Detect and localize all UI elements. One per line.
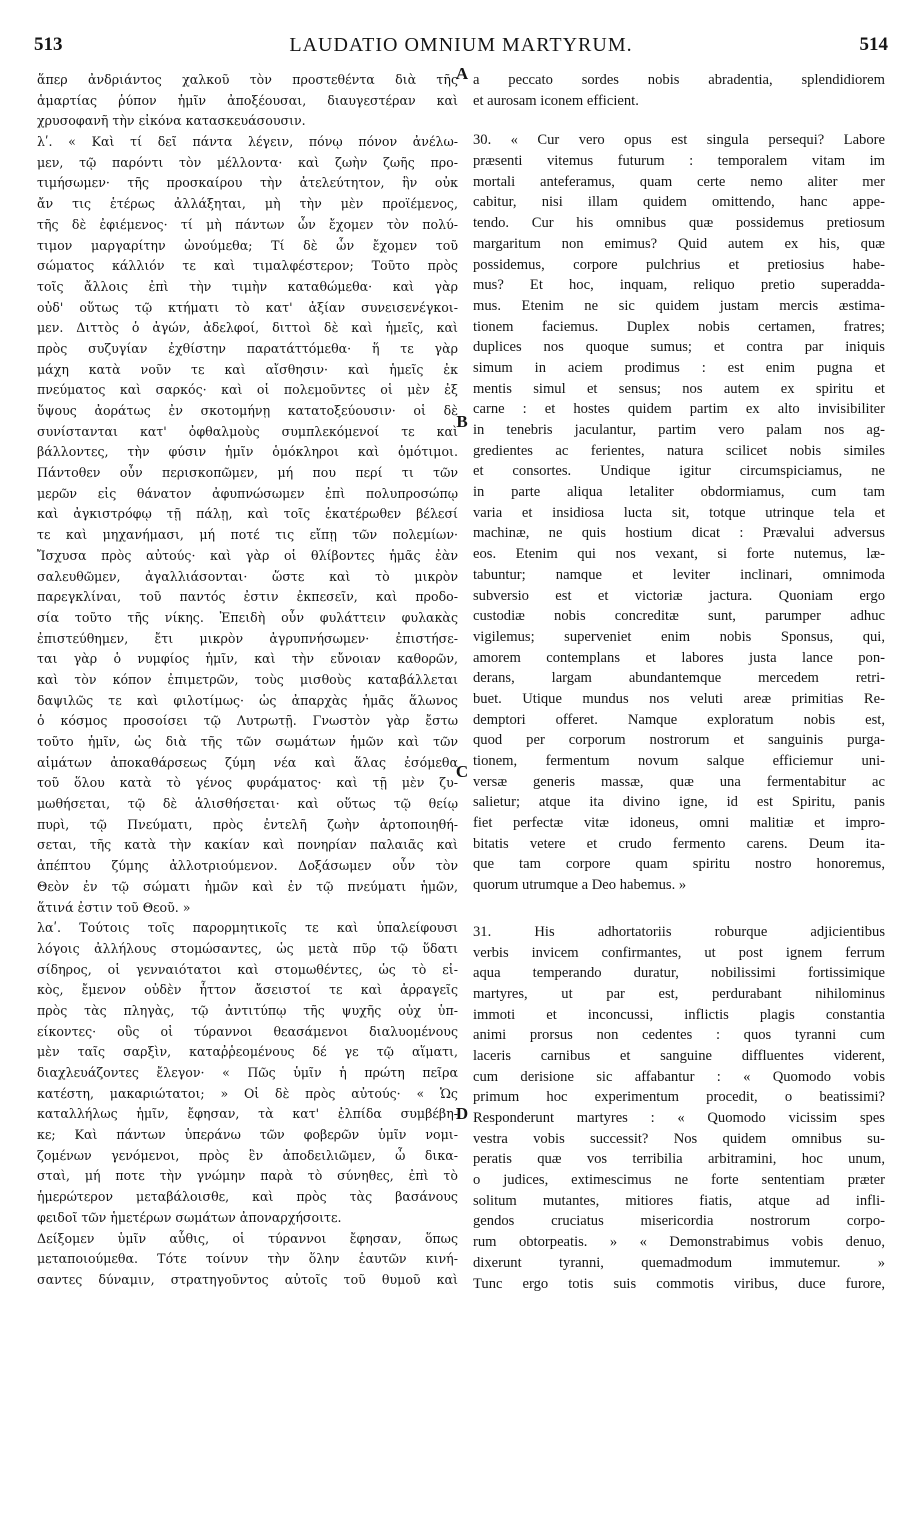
latin-text-line: buet. Utique mundus nos veluti areæ primitias Re-: [473, 690, 885, 707]
latin-text-line: tendo. Cur his omnibus quæ possidemus pretiosum: [473, 215, 885, 232]
latin-text-line: varia et insidiosa lucta sit, totque utrinque tela et: [473, 504, 885, 521]
latin-text-line: dixerunt tyranni, quemadmodum immutemur. »: [473, 1254, 885, 1271]
latin-text-line: vigilemus; superveniet enim nobis Sponsus, qui,: [473, 628, 885, 645]
greek-text-line: λαʹ. Τούτοις τοῖς παρορμητικοῖς τε καὶ ὑπαλείφουσι: [37, 920, 458, 936]
greek-text-line: σαντες δύναμιν, στρατηγοῦντος αὐτοῖς τοῦ θυμοῦ καὶ: [37, 1271, 458, 1287]
latin-text-line: et aurosam iconem efficient.: [473, 92, 639, 109]
greek-text-line: σταὶ, μή ποτε τὴν γνώμην παρὰ τὸ σύνηθες, ἐπὶ τὸ: [37, 1168, 458, 1184]
greek-text-line: μερῶν εἰς θάνατον ἀφυπνώσωμεν ἐπὶ πολυπροσώπῳ: [37, 485, 458, 501]
greek-text-line: ἁμαρτίας ῥύπον ἡμῖν ἀποξέουσαι, διαυγεστέραν καὶ: [37, 92, 458, 108]
greek-text-line: τοῖς ἄλλοις ἐπὶ τὴν τιμὴν καταθώμεθα· καὶ γὰρ: [37, 278, 458, 294]
greek-text-line: ὁ κόσμος προσοίσει τῷ Λυτρωτῇ. Γνωστὸν γὰρ ἔστω: [37, 713, 458, 729]
greek-text-line: ἡμερώτερον μεταβάλοισθε, καὶ πρὸς τὰς βασάνους: [37, 1189, 458, 1205]
page-number-left: 513: [34, 34, 63, 55]
greek-text-line: τε καὶ μηχανήμασι, μή ποτέ τις εἴπῃ τῶν πολεμίων·: [37, 527, 458, 543]
latin-text-line: vestra vobis successit? Nos quidem omnibus su-: [473, 1130, 885, 1147]
greek-text-line: σώματος κάλλιόν τε καὶ τιμαλφέστερον; Τοῦτο πρὸς: [37, 258, 458, 274]
latin-text-line: machinæ, ne quis hostium dicat : Prævalui adversus: [473, 525, 885, 542]
greek-text-line: καὶ ἀγκιστρόφῳ τῇ πάλῃ, καὶ τοῖς ἑκατέρωθεν βέλεσί: [37, 506, 458, 522]
section-marker-d: D: [455, 1104, 469, 1123]
greek-text-line: ἅτινά ἐστιν τοῦ Θεοῦ. »: [37, 899, 191, 915]
latin-text-line: mentis simul et sensus; nos autem ex spiritu et: [473, 380, 885, 397]
latin-text-line: derans, largam abundantemque mercedem retri-: [473, 670, 885, 687]
latin-text-line: demptori offeret. Namque exploratum nobis est,: [473, 711, 885, 728]
section-marker-a: A: [455, 64, 469, 83]
section-marker-c: C: [455, 762, 469, 781]
greek-text-line: φειδοῖ τῶν ἡμετέρων σωμάτων ἀποναρχήσοιτε.: [37, 1209, 342, 1225]
latin-text-line: bitatis vetere et crudo fermento carens. Deum ita-: [473, 835, 885, 852]
latin-text-line: a peccato sordes nobis abradentia, splendidiorem: [473, 72, 885, 88]
greek-text-line: ἀπέπτου ζύμης ἀλλοτριούμενον. Δοξάσωμεν οὖν τὸν: [37, 858, 458, 874]
greek-text-line: κὸς, ἔμενον οὐδὲν ἧττον ἄσειστοί τε καὶ ἀρραγεῖς: [37, 982, 458, 998]
latin-text-line: martyres, ut par est, perdurabant nihilominus: [473, 985, 885, 1002]
greek-text-line: ἅπερ ἀνδριάντος χαλκοῦ τὸν προστεθέντα διὰ τῆς: [37, 72, 458, 87]
latin-text-line: amorem contemplans et labores justa lance pon-: [473, 649, 885, 666]
latin-text-line: verbis invicem confirmantes, ut post ignem ferrum: [473, 944, 885, 961]
latin-text-line: primum hoc experimentum procedit, o beatissimi?: [473, 1089, 885, 1106]
latin-text-line: cabitur, nisi illam quidem omittendo, hanc appe-: [473, 194, 885, 211]
greek-text-line: συνίστανται κατ' ὀφθαλμοὺς συμπλεκόμενοί τε καὶ: [37, 423, 458, 439]
latin-text-line: aqua temperando duratur, nobilissimi fortissimique: [473, 965, 885, 982]
latin-text-line: mus. Etenim ne sic quidem justam mercis æstima-: [473, 297, 885, 314]
greek-text-line: Δείξομεν ὑμῖν αὖθις, οἱ τύραννοι ἔφησαν, ὅπως: [37, 1230, 458, 1246]
latin-text-line: cum derisione sic affabantur : « Quomodo vobis: [473, 1068, 885, 1085]
greek-text-line: τιμήσωμεν· τῆς προσκαίρου τὴν ἀτελεύτητον, ἣν οὐκ: [37, 175, 458, 191]
latin-text-line: subversio est et victoriæ jactura. Quoniam ergo: [473, 587, 885, 604]
greek-text-line: κατέστη, μακαριώτατοι; » Οἱ δὲ πρὸς αὐτούς· « Ὡς: [37, 1085, 458, 1101]
latin-text-line: versæ generis massæ, quæ una fermentabitur ac: [473, 773, 885, 790]
greek-text-line: καὶ τὸν κόπον ἐπιμετρῶν, τοὺς μισθοὺς καταβάλλεται: [37, 671, 458, 687]
section-marker-b: B: [456, 412, 468, 431]
greek-text-line: μὲν ταῖς σαρξὶν, καταῤῥεομένους δέ γε τῷ αἵματι,: [37, 1044, 458, 1060]
latin-text-line: mortali anteferamus, quam certe nemo aliter mer: [473, 173, 885, 190]
latin-text-line: 31. His adhortatoriis roburque adjicientibus: [473, 923, 885, 940]
greek-text-line: ἄν τις ἑτέρως ἀλλάξηται, μὴ τὴν μὲν προϊέμενος,: [37, 196, 458, 212]
latin-text-line: animi prorsus non cedentes : quos tyranni cum: [473, 1027, 885, 1044]
latin-text-line: margaritum non emimus? Quid autem ex his, quæ: [473, 235, 885, 252]
greek-text-line: είκοντες· οὓς οἱ τύραννοι θεασάμενοι διαλυομένους: [37, 1023, 458, 1039]
greek-text-line: μάχη κατὰ νοῦν τε καὶ αἴσθησιν· καὶ ἡμεῖς ἐκ: [37, 361, 458, 377]
latin-text-line: simum in aciem prodimus : est enim pugna et: [473, 359, 885, 376]
greek-text-line: τοῦ ὅλου κατὰ τὸ γένος φυράματος· καὶ τῇ μὲν ζυ-: [37, 775, 458, 791]
greek-text-line: μεταποιούμεθα. Τότε τοίνυν τὴν ὅλην ἑαυτῶν κινή-: [37, 1251, 458, 1267]
latin-text-line: tabuntur; namque et leviter inclinari, omnimoda: [473, 566, 885, 583]
greek-text-line: ται γὰρ ὁ νυμφίος ἡμῖν, καὶ τὴν εὔνοιαν καθορῶν,: [37, 651, 458, 667]
latin-text-line: possidemus, corpore pulchrius et pretiosius habe-: [473, 256, 885, 273]
greek-text-line: οὐδ' οὕτως τῷ κτήματι τὸ κατ' ἀξίαν συνεισενέγκοι-: [37, 299, 458, 315]
latin-column: [473, 70, 885, 1294]
latin-text-line: laceris carnibus et sanguine diffluentes viderent,: [473, 1047, 885, 1064]
greek-text-line: πρὸς συζυγίαν ἐχθίστην παρατάττόμεθα· ἥ τε γὰρ: [37, 340, 458, 356]
latin-text-line: fiet perfectæ vitæ idoneus, omni malitiæ et impro-: [473, 815, 885, 832]
greek-text-line: μεν, τῷ παρόντι τὸν μέλλοντα· καὶ ζωὴν ζωῆς προ-: [37, 154, 458, 170]
latin-text-line: o judices, extimescimus ne forte sententiam præter: [473, 1172, 885, 1189]
latin-text-line: solitum mutantes, mitiores fiatis, atque ad infli-: [473, 1192, 885, 1209]
page-header: [34, 34, 888, 58]
greek-text-line: σία τοῦτο τῆς νίκης. Ἐπειδὴ οὖν φυλάττειν φυλακὰς: [37, 609, 458, 625]
greek-text-line: κε; Καὶ πάντων ὑπεράνω τῶν φοβερῶν ὑμῖν νομι-: [37, 1127, 458, 1143]
latin-text-line: 30. « Cur vero opus est singula persequi? Labore: [473, 132, 885, 149]
paragraph-gap: [473, 111, 885, 130]
latin-text-line: quod per corporum nostrorum et sanguinis purga-: [473, 732, 885, 749]
latin-text-line: immoti et inconcussi, inflictis plagis constantia: [473, 1006, 885, 1023]
greek-text-line: σεται, τῆς κατὰ τὴν κακίαν καὶ πονηρίαν παλαιᾶς καὶ: [37, 837, 458, 853]
greek-text-line: διαχλευάζοντες ἔλεγον· « Πῶς ὑμῖν ἡ πρώτη πεῖρα: [37, 1065, 458, 1080]
greek-text-line: λʹ. « Καὶ τί δεῖ πάντα λέγειν, πόνῳ πόνον ἀνέλω-: [37, 134, 458, 150]
latin-text-line: peratis quæ vos terribilia arbitramini, hoc unum,: [473, 1151, 885, 1168]
greek-text-line: βάλλοντες, τὴν φύσιν ἡμῖν ὁμόκληροι καὶ ὁμότιμοι.: [37, 444, 458, 460]
latin-text-line: quorum utrumque a Deo habemus. »: [473, 877, 687, 894]
paragraph-gap: [473, 896, 885, 922]
page-number-right: 514: [859, 34, 888, 55]
greek-text-line: ζομένων γενόμενοι, πρὸς ἓν ἀποδειλιῶμεν, ὦ δικα-: [37, 1147, 458, 1163]
greek-text-line: μωθήσεται, τῷ δὲ ἁλισθήσεται· καὶ οὕτως τῷ θείῳ: [37, 796, 458, 812]
greek-text-line: σαλευθῶμεν, ἀγαλλιάσονται· ὥστε καὶ τὸ μικρὸν: [37, 568, 458, 584]
greek-text-line: Ἴσχυσα πρὸς αὐτούς· καὶ γὰρ οἱ θλίβοντες ἡμᾶς ἐὰν: [37, 547, 458, 563]
greek-text-line: σίδηρος, οἱ γενναιότατοι καὶ στομωθέντες, ὡς τὸ εἰ-: [37, 961, 458, 977]
greek-text-line: τοῦτο ἡμῖν, ὡς διὰ τῆς τῶν σωμάτων ἡμῶν καὶ τῶν: [37, 734, 458, 749]
latin-text-line: gredientes ac ferientes, natura scilicet nobis similes: [473, 442, 885, 459]
latin-text-line: custodiæ nobis concreditæ sunt, parumper adhuc: [473, 608, 885, 625]
latin-text-line: rum obtorpeatis. » « Demonstrabimus vobis denuo,: [473, 1234, 885, 1251]
greek-text-line: πρὸς τὰς πληγὰς, τῷ ἀντιτύπῳ τῆς ψυχῆς οὐχ ὑπ-: [37, 1002, 458, 1018]
greek-text-line: τιμον μαργαρίτην ὠνούμεθα; Τί δὲ ὧν ἔχομεν τοῦ: [37, 237, 458, 253]
latin-text-line: præsenti vitemus futurum : temporalem vitam im: [473, 153, 885, 170]
latin-text-line: tionem faciemus. Duplex nobis certamen, fratres;: [473, 318, 885, 335]
greek-text-line: Θεὸν ἐν τῷ σώματι ἡμῶν καὶ ἐν τῷ πνεύματι ἡμῶν,: [37, 878, 458, 894]
latin-text-line: mus? Et hoc, inquam, reliquo pretio superadda-: [473, 277, 885, 294]
latin-text-line: duplices nos quoque sumus; et contra par iniquis: [473, 339, 885, 356]
greek-text-line: τῆς δὲ ἐφιέμενος· τί μὴ πάντων ὧν ἔχομεν τὸν πολύ-: [37, 216, 458, 232]
greek-text-line: αἱμάτων ἀποκαθάρσεως ζύμη νέα καὶ ἅλας ἐσόμεθα: [37, 754, 458, 770]
greek-text-line: ἐπιστεύθημεν, ἔτι μικρὸν ἀγρυπνήσωμεν· ἐπιστήσε-: [37, 630, 458, 646]
latin-text-line: Responderunt martyres : « Quomodo vicissim spes: [473, 1110, 885, 1126]
greek-text-line: μεν. Διττὸς ὁ ἀγών, ἀδελφοί, διττοὶ δὲ καὶ ἡμεῖς, καὶ: [37, 320, 458, 336]
greek-text-line: πυρὶ, τῷ Πνεύματι, πρὸς ἐντελῆ ζωὴν ἀρτοποιηθή-: [37, 816, 458, 832]
latin-text-line: in parte aliqua letaliter obdormiamus, cum tam: [473, 484, 885, 501]
greek-text-line: ὕψους ἀοράτως ἐν σκοτομήνῃ κατατοξεύουσιν· οἱ δὲ: [37, 403, 458, 418]
greek-text-line: παρεγκλίναι, τοῦ παντός ἐστιν ἐκπεσεῖν, καὶ προδο-: [37, 589, 458, 605]
greek-text-line: Πάντοθεν οὖν περισκοπῶμεν, μή που περί τι τῶν: [37, 465, 458, 481]
greek-column: [37, 70, 458, 1291]
greek-text-line: πνεύματος καὶ σαρκός· καὶ οἱ πολεμοῦντες οἱ μὲν ἐξ: [37, 382, 458, 398]
latin-text-line: salietur; atque ita divino igne, id est Spiritu, panis: [473, 794, 885, 811]
latin-text-line: Tunc ergo totis suis commotis viribus, duce furore,: [473, 1275, 885, 1292]
greek-text-line: λόγοις ἀλλήλους στομώσαντες, ὡς μετὰ πῦρ τῷ ὕδατι: [37, 940, 458, 956]
latin-text-line: in tenebris jaculantur, partim vero palam nos ag-: [473, 422, 885, 438]
latin-text-line: gendos cruciatus misericordia nostrorum corpo-: [473, 1213, 885, 1230]
greek-text-line: καταλλήλως ἡμῖν, ἔφησαν, τὰ κατ' ἐλπίδα συμβέβη-: [37, 1106, 458, 1122]
running-title: LAUDATIO OMNIUM MARTYRUM.: [289, 34, 633, 56]
latin-text-line: que tam corpore quam spiritu nostro honoremus,: [473, 856, 885, 873]
latin-text-line: carne : et hostes quidem partim ex alto invisibiliter: [473, 401, 885, 418]
latin-text-line: tionem, fermentum novum salque efficiemur uni-: [473, 753, 885, 769]
latin-text-line: eos. Etenim qui nos vexant, si forte nutemus, læ-: [473, 546, 885, 563]
greek-text-line: χρυσοφανῆ τὴν εἰκόνα κατασκευάσουσιν.: [37, 113, 306, 129]
greek-text-line: δαψιλῶς τε καὶ φιλοτίμως· ὡς ἀπαρχὰς ἡμᾶς ἅλωνος: [37, 692, 458, 708]
latin-text-line: et consortes. Undique igitur circumspiciamus, ne: [473, 463, 885, 480]
